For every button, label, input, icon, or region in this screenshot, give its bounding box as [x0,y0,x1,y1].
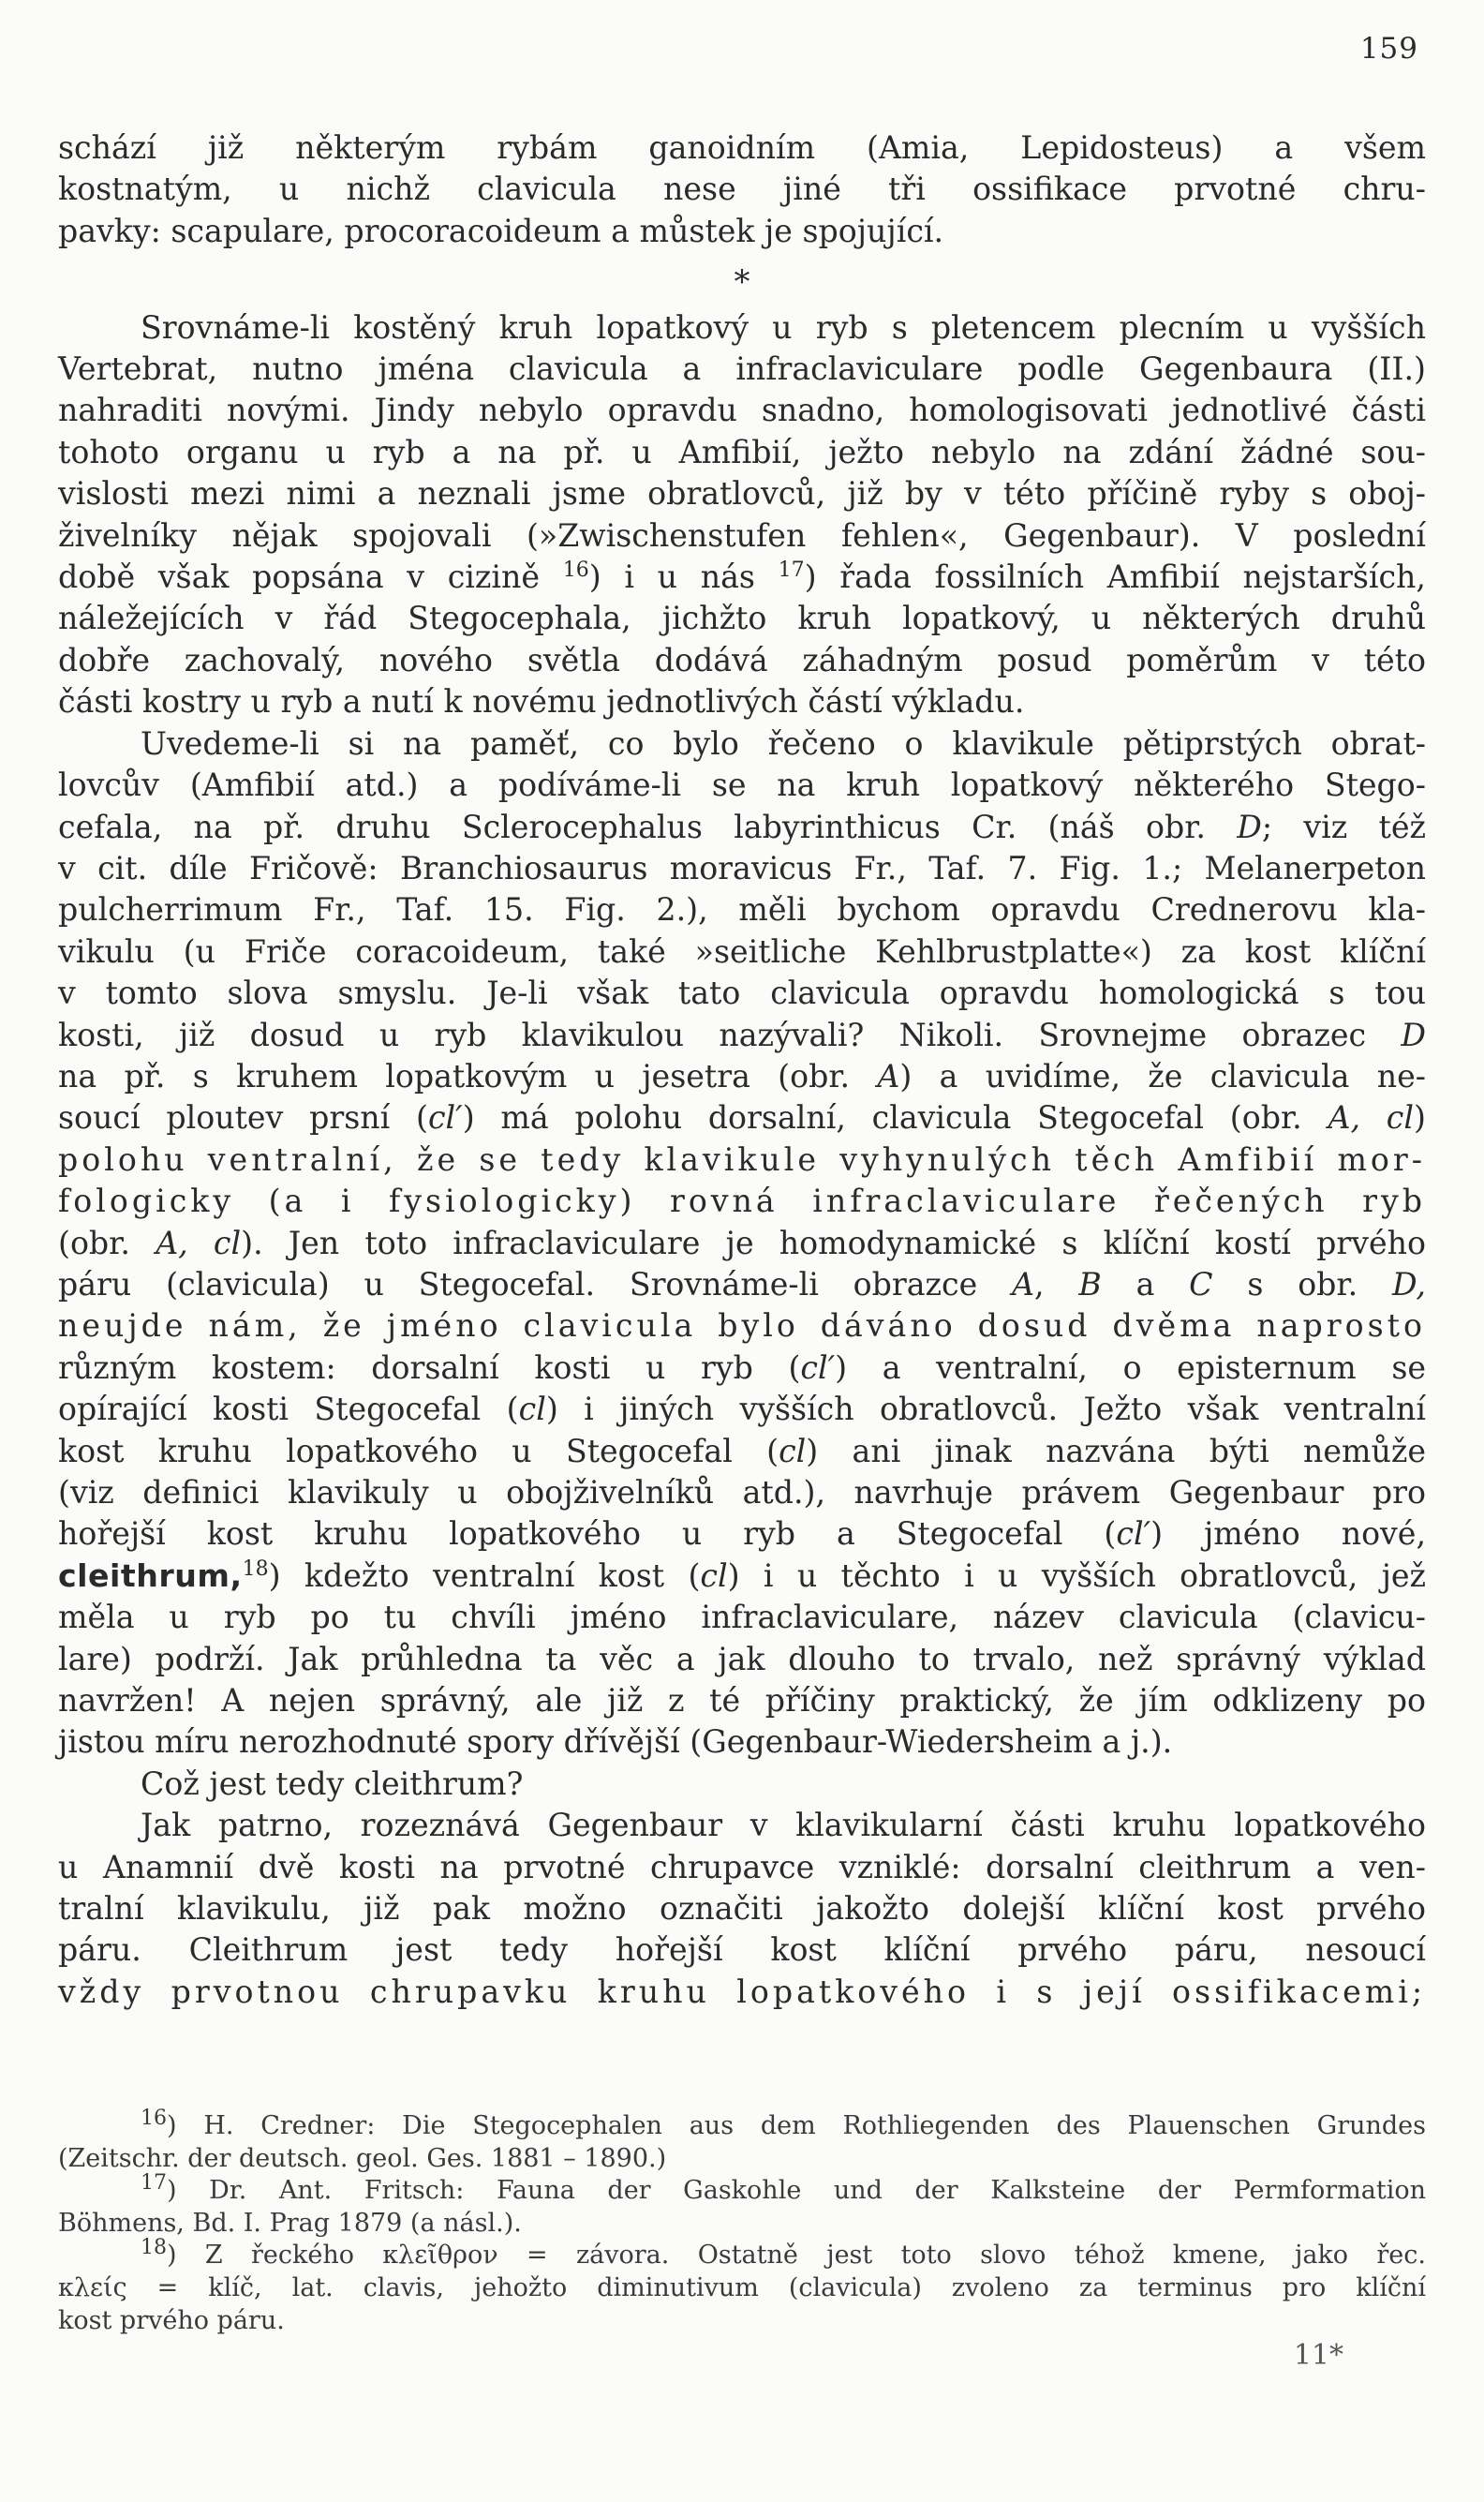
figure-ref: C [1189,1265,1213,1303]
text-line: (obr. A, cl). Jen toto infraclaviculare je homodynamické s klíční kostí prvého [58,1224,1426,1261]
text-line: hořejší kost kruhu lopatkového u ryb a Stegocefal (cl′) jméno nové, [58,1515,1426,1553]
figure-ref: B [1078,1265,1102,1303]
text-line: schází již některým rybám ganoidním (Amia, Lepidosteus) a všem [58,129,1426,166]
text-line: nahraditi novými. Jindy nebylo opravdu snadno, homologisovati jednotlivé části [58,392,1426,429]
text-line: polohu ventralní, že se tedy klavikule vyhynulých těch Amfibií mor- [58,1140,1426,1178]
text-line: v cit. díle Fričově: Branchiosaurus moravicus Fr., Taf. 7. Fig. 1.; Melanerpeton [58,849,1426,886]
signature-mark: 11* [1293,2339,1343,2372]
text-line: lare) podrží. Jak průhledna ta věc a jak dlouho to trvalo, než správný výklad [58,1640,1426,1677]
figure-ref: A, cl [156,1224,242,1261]
text-line: lovcův (Amfibií atd.) a podíváme-li se na kruh lopatkový některého Stego- [58,767,1426,804]
footnote-line: kost prvého páru. [58,2305,285,2335]
text-line: pulcherrimum Fr., Taf. 15. Fig. 2.), měli bychom opravdu Crednerovu kla- [58,891,1426,929]
figure-ref: cl′ [1116,1515,1151,1553]
figure-ref: cl [700,1556,728,1594]
footnote: $^{16}$) H. Credner: Die Stegocephalen aus dem Rothliegenden des Plauenschen Grundes [141,2107,1427,2140]
text-line: různým kostem: dorsalní kosti u ryb (cl′) a ventralní, o episternum se [58,1348,1427,1386]
text-line: měla u ryb po tu chvíli jméno infraclaviculare, název clavicula (clavicu- [58,1599,1426,1636]
text-line: vždy prvotnou chrupavku kruhu lopatkového i s její ossifikacemi; [58,1973,1426,2010]
figure-ref: A [1012,1265,1035,1303]
footnotes [58,2107,1427,2337]
term-bold: cleithrum, [58,1556,243,1594]
text-line: (viz definici klavikuly u obojživelníků atd.), navrhuje právem Gegenbaur pro [58,1474,1426,1511]
text-line: v tomto slova smyslu. Je-li však tato clavicula opravdu homologická s tou [58,975,1426,1012]
figure-ref: cl′ [800,1348,836,1386]
page-number: 159 [1359,32,1418,66]
figure-ref: D, [1392,1265,1426,1303]
text-line: části kostry u ryb a nutí k novému jednotlivých částí výkladu. [58,683,1025,721]
text-line: Což jest tedy cleithrum? [141,1765,524,1802]
footnote-line: Böhmens, Bd. I. Prag 1879 (a násl.). [58,2208,522,2238]
figure-ref: cl [518,1391,546,1428]
text-line: na př. s kruhem lopatkovým u jesetra (obr. A) a uvidíme, že clavicula ne- [58,1057,1426,1095]
section-separator: * [734,263,750,302]
footnote-ref: 16 [562,558,589,582]
text-line: náležejících v řád Stegocephala, jichžto kruh lopatkový, u některých druhů [58,600,1426,637]
text-line: době však popsána v cizině $^{16}$) i u nás $^{17}$) řada fossilních Amfibií nejstarších, [58,558,1426,596]
text-line: kost kruhu lopatkového u Stegocefal (cl) ani jinak nazvána býti nemůže [58,1432,1426,1469]
text-line: živelníky nějak spojovali (»Zwischenstufen fehlen«, Gegenbaur). V poslední [58,516,1426,554]
text-line: tohoto organu u ryb a na př. u Amfibií, ježto nebylo na zdání žádné sou- [58,433,1426,470]
text-line: vikulu (u Friče coracoideum, také »seitliche Kehlbrustplatte«) za kost klíční [58,932,1426,970]
text-line: Srovnáme-li kostěný kruh lopatkový u ryb s pletencem plecním u vyšších [141,308,1426,346]
text-line: vislosti mezi nimi a neznali jsme obratlovců, již by v této příčině ryby s oboj- [58,475,1426,513]
text-line: páru (clavicula) u Stegocefal. Srovnáme-li obrazce A, B a C s obr. D, [58,1265,1426,1303]
text-line: dobře zachovalý, nového světla dodává záhadným posud poměrům v této [58,641,1426,678]
main-text [58,127,1426,2013]
text-line: Vertebrat, nutno jména clavicula a infraclaviculare podle Gegenbaura (II.) [58,350,1426,388]
footnote: $^{17}$) Dr. Ant. Fritsch: Fauna der Gaskohle und der Kalksteine der Permformation [141,2171,1426,2206]
text-line: Jak patrno, rozeznává Gegenbaur v klavikularní části kruhu lopatkového [141,1807,1426,1844]
text-line: jistou míru nerozhodnuté spory dřívější (Gegenbaur-Wiedersheim a j.). [58,1723,1173,1761]
text-line: tralní klavikulu, již pak možno označiti jakožto dolejší klíční kost prvého [58,1890,1426,1928]
footnote-line: (Zeitschr. der deutsch. geol. Ges. 1881 – 1890.) [58,2143,667,2173]
text-line: neujde nám, že jméno clavicula bylo dáváno dosud dvěma naprosto [58,1307,1426,1345]
text-line: u Anamnií dvě kosti na prvotné chrupavce vzniklé: dorsalní cleithrum a ven- [58,1848,1426,1885]
text-line: kostnatým, u nichž clavicula nese jiné tři ossifikace prvotné chru- [58,171,1426,208]
figure-ref: cl [779,1432,807,1469]
text-line: páru. Cleithrum jest tedy hořejší kost klíční prvého páru, nesoucí [58,1931,1426,1969]
text-line: navržen! A nejen správný, ale již z té příčiny praktický, že jím odklizeny po [58,1682,1426,1720]
text-line: cleithrum,$^{18}$) kdežto ventralní kost (cl) i u těchto i u vyšších obratlovců, jež [58,1556,1426,1594]
figure-ref: D [1401,1016,1426,1053]
figure-ref: A [877,1057,900,1095]
text-line: soucí ploutev prsní (cl′) má polohu dorsalní, clavicula Stegocefal (obr. A, cl) [58,1099,1426,1137]
footnote-ref: 17 [778,558,805,582]
footnote-ref: 18 [242,1556,269,1581]
text-line: opírající kosti Stegocefal (cl) i jiných vyšších obratlovců. Ježto však ventralní [58,1391,1426,1428]
figure-ref: A, cl [1328,1099,1414,1137]
text-line: cefala, na př. druhu Sclerocephalus labyrinthicus Cr. (náš obr. D; viz též [58,808,1426,845]
text-line: Uvedeme-li si na paměť, co bylo řečeno o klavikule pětiprstých obrat- [141,724,1426,762]
text-line: kosti, již dosud u ryb klavikulou nazývali? Nikoli. Srovnejme obrazec D [58,1016,1426,1053]
figure-ref: D [1237,808,1262,845]
text-line: pavky: scapulare, procoracoideum a můstek je spojující. [58,212,944,249]
footnote: $^{18}$) Z řeckého κλεῖθρον = závora. Ostatně jest toto slovo téhož kmene, jako řec. [141,2236,1426,2271]
footnote-line: κλείς = klíč, lat. clavis, jehožto diminutivum (clavicula) zvoleno za terminus pro klíční [58,2272,1426,2302]
figure-ref: cl′ [427,1099,463,1137]
text-line: fologicky (a i fysiologicky) rovná infraclaviculare řečených ryb [58,1183,1426,1220]
